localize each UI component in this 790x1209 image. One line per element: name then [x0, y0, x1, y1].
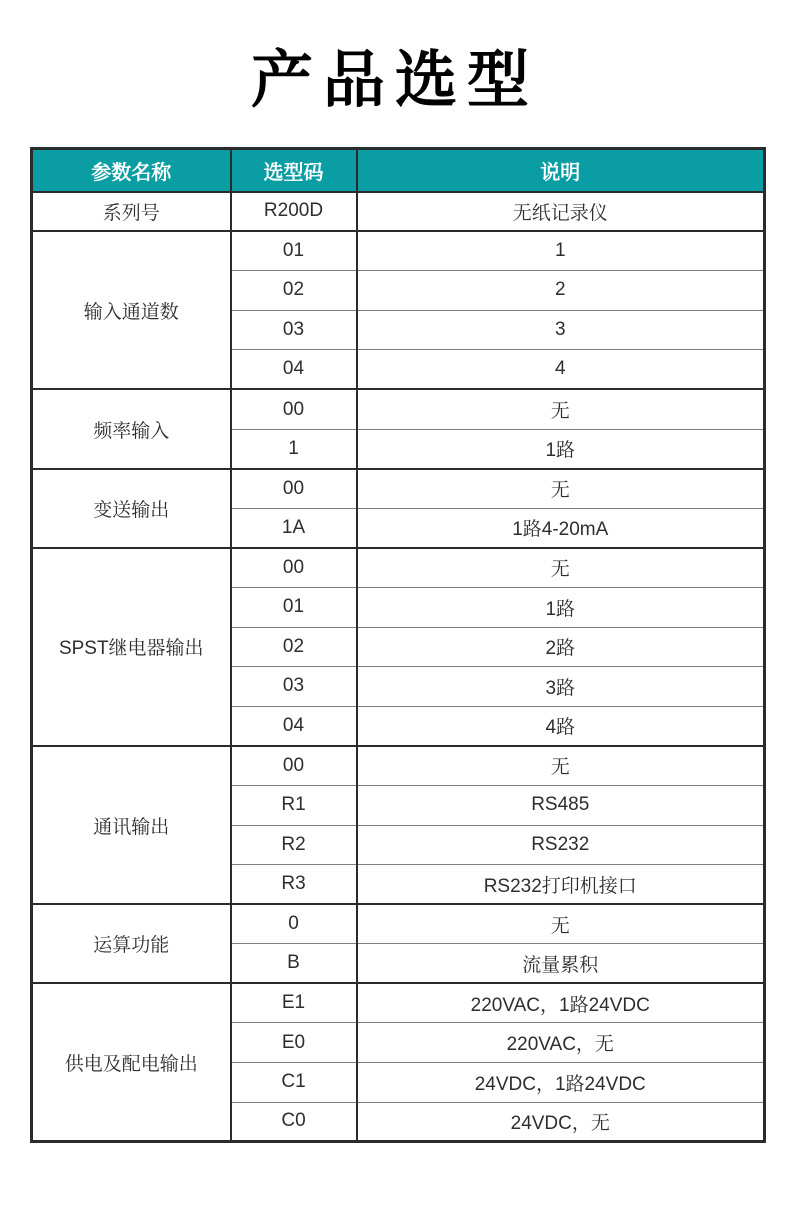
description-cell: 4 [357, 350, 765, 390]
description-cell: 24VDC，1路24VDC [357, 1063, 765, 1103]
description-cell: 220VAC，1路24VDC [357, 983, 765, 1023]
code-cell: R200D [231, 192, 357, 232]
table-row [32, 983, 765, 1023]
code-cell: 02 [231, 271, 357, 311]
code-cell: 00 [231, 548, 357, 588]
description-cell: RS232打印机接口 [357, 865, 765, 905]
parameter-cell: 通讯输出 [32, 746, 231, 904]
code-cell: R3 [231, 865, 357, 905]
code-cell: 03 [231, 310, 357, 350]
description-cell: RS485 [357, 785, 765, 825]
description-cell: 无 [357, 389, 765, 429]
parameter-cell: 输入通道数 [32, 231, 231, 389]
parameter-cell: 变送输出 [32, 469, 231, 548]
table-row [32, 548, 765, 588]
table-row [32, 231, 765, 271]
parameter-cell: 系列号 [32, 192, 231, 232]
description-cell: 2路 [357, 627, 765, 667]
parameter-cell: 运算功能 [32, 904, 231, 983]
code-cell: E1 [231, 983, 357, 1023]
parameter-cell: SPST继电器输出 [32, 548, 231, 746]
table-row [32, 192, 765, 232]
description-cell: 无 [357, 548, 765, 588]
code-cell: 03 [231, 667, 357, 707]
parameter-cell: 供电及配电输出 [32, 983, 231, 1141]
code-cell: C1 [231, 1063, 357, 1103]
page-title: 产品选型 [250, 46, 539, 115]
column-header-parameter: 参数名称 [32, 149, 231, 192]
column-header-description: 说明 [357, 149, 765, 192]
header-row [32, 149, 765, 192]
description-cell: 无 [357, 904, 765, 944]
code-cell: 00 [231, 389, 357, 429]
code-cell: 02 [231, 627, 357, 667]
description-cell: 1路4-20mA [357, 508, 765, 548]
code-cell: 01 [231, 587, 357, 627]
code-cell: 00 [231, 469, 357, 509]
column-header-code: 选型码 [231, 149, 357, 192]
table-body [32, 192, 765, 1142]
description-cell: 无 [357, 746, 765, 786]
description-cell: 1 [357, 231, 765, 271]
code-cell: C0 [231, 1102, 357, 1142]
description-cell: 24VDC，无 [357, 1102, 765, 1142]
description-cell: 无纸记录仪 [357, 192, 765, 232]
description-cell: 流量累积 [357, 944, 765, 984]
table-header [32, 149, 765, 192]
description-cell: 1路 [357, 429, 765, 469]
code-cell: R1 [231, 785, 357, 825]
description-cell: 2 [357, 271, 765, 311]
description-cell: RS232 [357, 825, 765, 865]
product-selection-table [30, 147, 766, 1143]
description-cell: 3路 [357, 667, 765, 707]
description-cell: 220VAC，无 [357, 1023, 765, 1063]
code-cell: 01 [231, 231, 357, 271]
code-cell: B [231, 944, 357, 984]
description-cell: 无 [357, 469, 765, 509]
code-cell: R2 [231, 825, 357, 865]
parameter-cell: 频率输入 [32, 389, 231, 468]
table-row [32, 904, 765, 944]
code-cell: 00 [231, 746, 357, 786]
table-row [32, 389, 765, 429]
table-row [32, 746, 765, 786]
code-cell: 1A [231, 508, 357, 548]
code-cell: E0 [231, 1023, 357, 1063]
code-cell: 1 [231, 429, 357, 469]
code-cell: 04 [231, 706, 357, 746]
description-cell: 3 [357, 310, 765, 350]
description-cell: 4路 [357, 706, 765, 746]
description-cell: 1路 [357, 587, 765, 627]
code-cell: 04 [231, 350, 357, 390]
code-cell: 0 [231, 904, 357, 944]
table-row [32, 469, 765, 509]
